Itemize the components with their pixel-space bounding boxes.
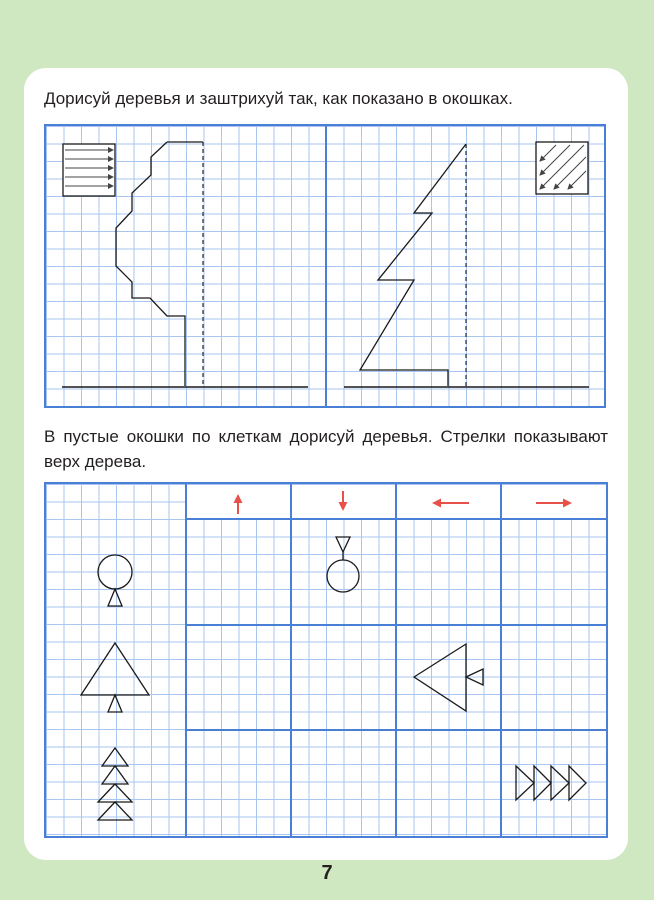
triangle-tree-pointing-left <box>414 644 483 711</box>
task2-cell-borders <box>186 484 606 836</box>
task2-instruction: В пустые окошки по клеткам дорисуй деревья. Стрелки показывают верх дерева. <box>44 427 608 471</box>
page-number: 7 <box>321 862 333 884</box>
horizontal-hatching-sample <box>63 144 115 196</box>
task1-instruction: Дорисуй деревья и заштрихуй так, как показано в окошках. <box>44 89 513 108</box>
round-tree-sample <box>98 555 132 606</box>
spruce-tree-half <box>360 144 466 386</box>
spruce-tree-sample <box>98 748 132 820</box>
spruce-tree-pointing-right <box>516 766 586 800</box>
diagonal-hatching-sample <box>536 142 588 194</box>
worksheet-page <box>24 68 628 860</box>
triangle-tree-sample <box>81 643 149 712</box>
round-tree-upside-down <box>327 537 359 592</box>
deciduous-tree-half <box>116 142 185 386</box>
drawings-overlay <box>24 68 628 860</box>
arrow-header-row <box>187 484 606 519</box>
